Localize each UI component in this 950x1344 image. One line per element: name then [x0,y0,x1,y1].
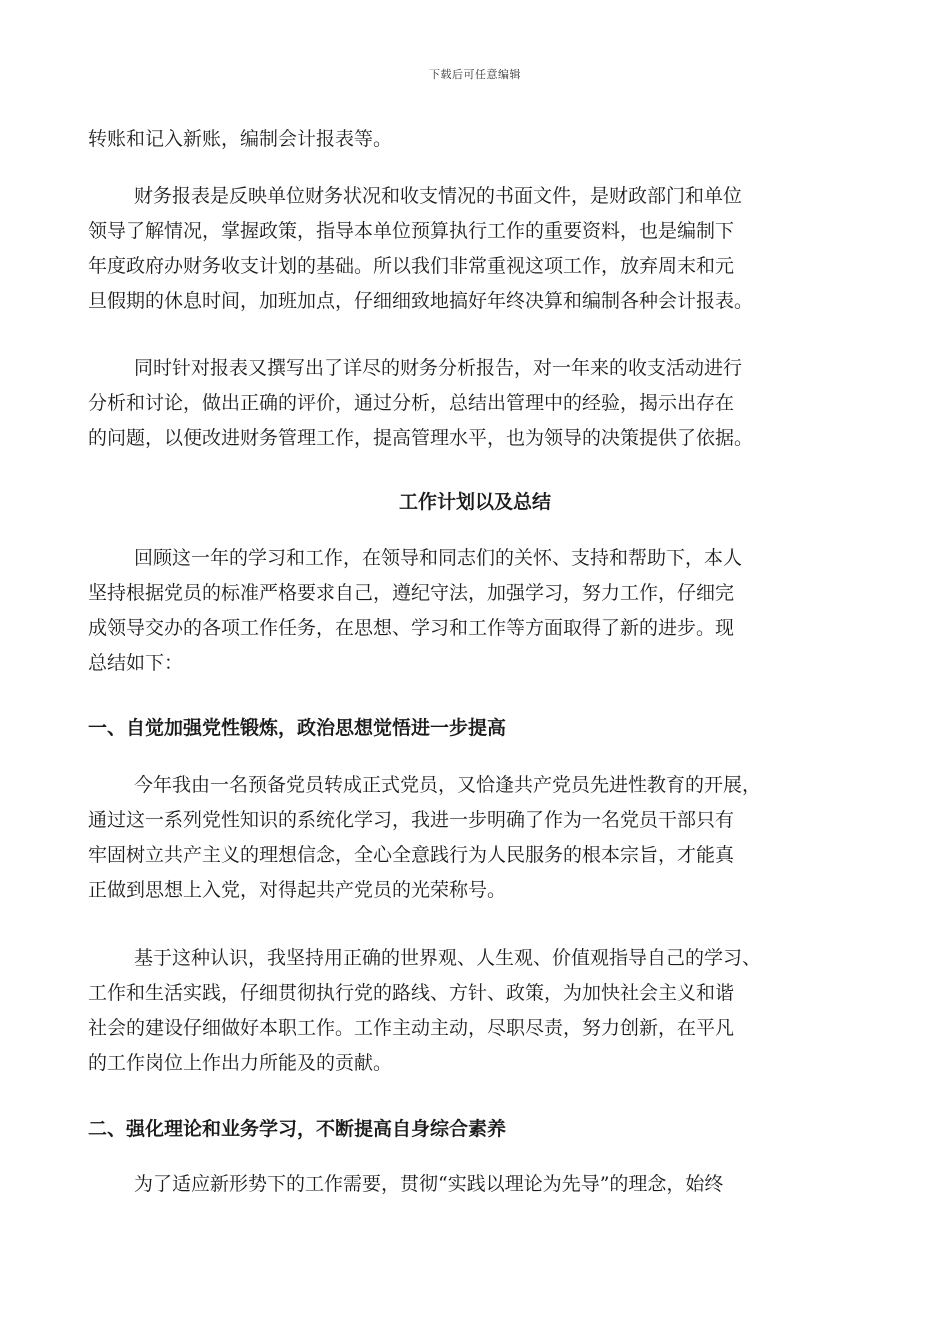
text-line: 旦假期的休息时间，加班加点，仔细细致地搞好年终决算和编制各种会计报表。 [88,290,754,312]
paragraph [88,1167,863,1202]
text-line: 坚持根据党员的标准严格要求自己，遵纪守法，加强学习，努力工作，仔细完 [88,582,735,604]
text-line: 成领导交办的各项工作任务，在思想、学习和工作等方面取得了新的进步。现 [88,617,735,639]
subsection-heading [88,711,863,746]
paragraph [88,179,863,319]
paragraph [88,122,863,157]
heading-text: 二、强化理论和业务学习，不断提高自身综合素养 [88,1118,507,1140]
subsection-heading [88,1112,863,1147]
text-line: 总结如下： [88,652,184,674]
text-line: 牢固树立共产主义的理想信念，全心全意践行为人民服务的根本宗旨，才能真 [88,844,735,866]
text-line: 领导了解情况，掌握政策，指导本单位预算执行工作的重要资料，也是编制下 [88,220,735,242]
text-line: 为了适应新形势下的工作需要，贯彻“实践以理论为先导”的理念，始终 [134,1173,724,1195]
text-line: 年度政府办财务收支计划的基础。所以我们非常重视这项工作，放弃周末和元 [88,255,735,277]
text-line: 社会的建设仔细做好本职工作。工作主动主动，尽职尽责，努力创新，在平凡 [88,1017,735,1039]
paragraph [88,541,863,681]
page-header-note: 下载后可任意编辑 [429,68,521,81]
heading-text: 一、自觉加强党性锻炼，政治思想觉悟进一步提高 [88,717,507,739]
text-line: 的问题，以便改进财务管理工作，提高管理水平，也为领导的决策提供了依据。 [88,427,754,449]
text-line: 基于这种认识，我坚持用正确的世界观、人生观、价值观指导自己的学习、 [134,947,762,969]
text-line: 今年我由一名预备党员转成正式党员，又恰逢共产党员先进性教育的开展， [134,774,762,796]
paragraph [88,941,863,1081]
text-line: 回顾这一年的学习和工作，在领导和同志们的关怀、支持和帮助下，本人 [134,547,743,569]
section-title: 工作计划以及总结 [398,491,551,513]
text-line: 通过这一系列党性知识的系统化学习，我进一步明确了作为一名党员干部只有 [88,809,735,831]
text-line: 同时针对报表又撰写出了详尽的财务分析报告，对一年来的收支活动进行 [134,357,743,379]
text-line: 的工作岗位上作出力所能及的贡献。 [88,1052,393,1074]
paragraph [88,351,863,456]
text-line: 转账和记入新账，编制会计报表等。 [88,128,393,150]
text-line: 财务报表是反映单位财务状况和收支情况的书面文件，是财政部门和单位 [134,185,743,207]
text-line: 工作和生活实践，仔细贯彻执行党的路线、方针、政策，为加快社会主义和谐 [88,982,735,1004]
text-line: 分析和讨论，做出正确的评价，通过分析，总结出管理中的经验，揭示出存在 [88,392,735,414]
text-line: 正做到思想上入党，对得起共产党员的光荣称号。 [88,879,507,901]
paragraph [88,768,863,908]
